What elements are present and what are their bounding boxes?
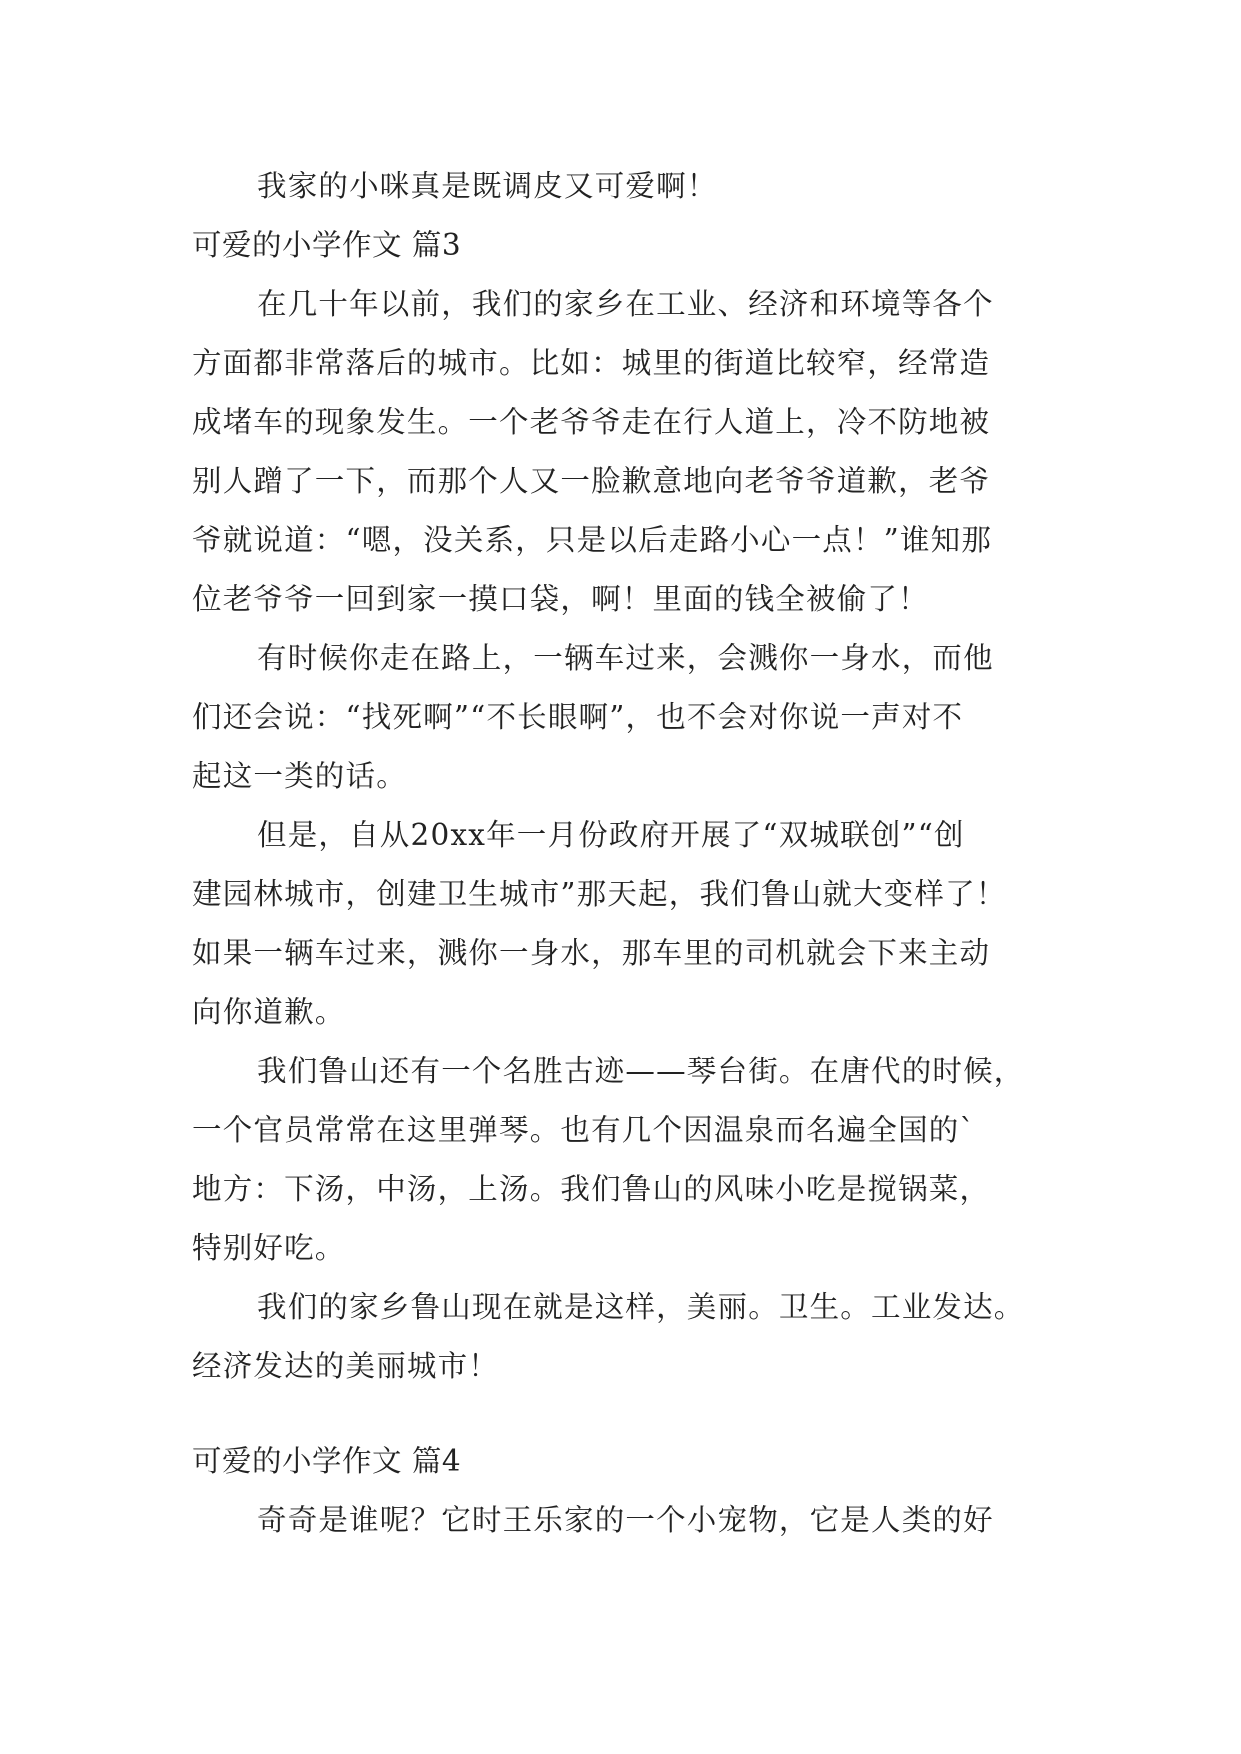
section4-heading: 可爱的小学作文 篇4	[192, 1444, 462, 1478]
section3-p3-line3: 如果一辆车过来，溅你一身水，那车里的司机就会下来主动	[192, 936, 991, 970]
section3-p1-line1: 在几十年以前，我们的家乡在工业、经济和环境等各个	[257, 287, 994, 321]
section3-p2-line1: 有时候你走在路上，一辆车过来，会溅你一身水，而他	[257, 641, 994, 675]
section3-p1-line5: 爷就说道：“嗯，没关系，只是以后走路小心一点！”谁知那	[192, 523, 993, 557]
section3-p4-line4: 特别好吃。	[192, 1231, 346, 1265]
section3-p2-line3: 起这一类的话。	[192, 759, 407, 793]
section3-p2-line2: 们还会说：“找死啊”“不长眼啊”，也不会对你说一声对不	[192, 700, 964, 734]
section4-p1-line1: 奇奇是谁呢？它时王乐家的一个小宠物，它是人类的好	[257, 1503, 994, 1537]
section3-p5-line1: 我们的家乡鲁山现在就是这样，美丽。卫生。工业发达。	[257, 1290, 1025, 1324]
section3-p1-line6: 位老爷爷一回到家一摸口袋，啊！里面的钱全被偷了！	[192, 582, 929, 616]
section3-p1-line3: 成堵车的现象发生。一个老爷爷走在行人道上，冷不防地被	[192, 405, 991, 439]
section3-p3-line4: 向你道歉。	[192, 995, 346, 1029]
section3-p4-line3: 地方：下汤，中汤，上汤。我们鲁山的风味小吃是搅锅菜，	[192, 1172, 991, 1206]
section3-p4-line1: 我们鲁山还有一个名胜古迹——琴台街。在唐代的时候，	[257, 1054, 1025, 1088]
intro-line: 我家的小咪真是既调皮又可爱啊！	[257, 169, 718, 203]
section3-p4-line2: 一个官员常常在这里弹琴。也有几个因温泉而名遍全国的`	[192, 1113, 976, 1147]
section3-p1-line4: 别人蹭了一下，而那个人又一脸歉意地向老爷爷道歉，老爷	[192, 464, 991, 498]
section3-p1-line2: 方面都非常落后的城市。比如：城里的街道比较窄，经常造	[192, 346, 991, 380]
section3-heading: 可爱的小学作文 篇3	[192, 228, 462, 262]
section3-p3-line2: 建园林城市，创建卫生城市”那天起，我们鲁山就大变样了！	[192, 877, 1007, 911]
section3-p5-line2: 经济发达的美丽城市！	[192, 1349, 500, 1383]
section3-p3-line1: 但是，自从20xx年一月份政府开展了“双城联创”“创	[257, 818, 965, 852]
